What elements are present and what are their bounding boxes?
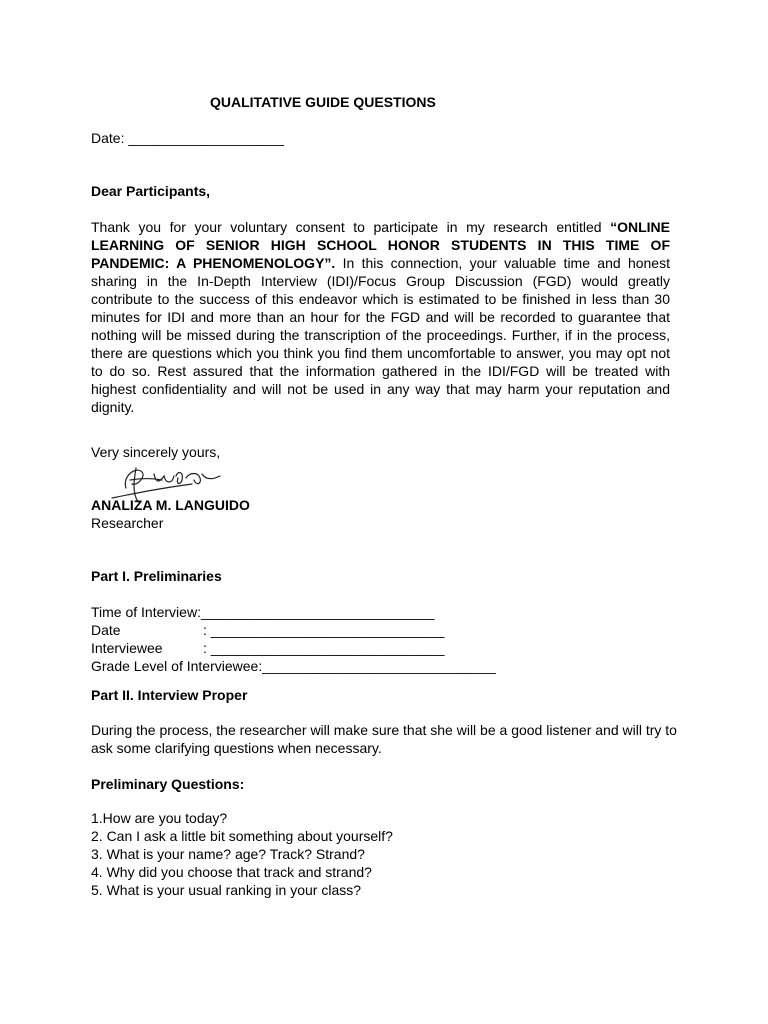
prelim-heading: Preliminary Questions: [91, 776, 245, 792]
list-item: 4. Why did you choose that track and strand? [91, 864, 372, 880]
research-title: “ONLINE LEARNING OF SENIOR HIGH SCHOOL HONOR STUDENTS IN THIS TIME OF PANDEMIC: A PHENOMENOLOGY”. [91, 219, 670, 271]
field-grade-level [91, 657, 496, 675]
intro-paragraph [91, 218, 670, 416]
closing-line: Very sincerely yours, [91, 444, 221, 460]
field-date [91, 621, 444, 639]
list-item: 5. What is your usual ranking in your class? [91, 882, 362, 898]
field-blank: : ______________________________ [203, 622, 445, 638]
list-item: 3. What is your name? age? Track? Strand? [91, 846, 365, 862]
field-blank: : ______________________________ [203, 640, 445, 656]
document-title: QUALITATIVE GUIDE QUESTIONS [210, 94, 436, 110]
field-interviewee [91, 639, 444, 657]
part2-heading: Part II. Interview Proper [91, 687, 248, 703]
field-blank: ______________________________ [262, 658, 496, 674]
question-list [91, 809, 393, 899]
date-line: Date: ____________________ [91, 130, 285, 146]
salutation: Dear Participants, [91, 183, 211, 199]
field-blank: ______________________________ [200, 604, 435, 620]
field-label: Grade Level of Interviewee: [91, 658, 263, 674]
field-label: Time of Interview: [91, 604, 201, 620]
part2-paragraph: During the process, the researcher will make sure that she will be a good listener and will try to ask some clarifying questions when necessary. [91, 722, 677, 756]
intro-rest: In this connection, your valuable time and honest sharing in the In-Depth Interview (IDI)/Focus Group Discussion (FGD) would greatly contribute to the success of this endeavor which is estimated to be finished in less than 30 minutes for IDI and more than an hour for the FGD and will be recorded to guarantee that nothing will be missed during the transcription of the proceedings. Further, if in the process, there are questions which you think you find them uncomfortable to answer, you may opt not to do so. Rest assured that the information gathered in the IDI/FGD will be treated with highest confidentiality and will not be used in any way that may harm your reputation and dignity. [91, 255, 670, 415]
list-item: 1.How are you today? [91, 810, 228, 826]
list-item: 2. Can I ask a little bit something about yourself? [91, 828, 393, 844]
researcher-role: Researcher [91, 515, 164, 531]
field-label: Date [91, 622, 121, 638]
intro-lead: Thank you for your voluntary consent to participate in my research entitled [91, 219, 611, 235]
field-label: Interviewee [91, 640, 163, 656]
researcher-name: ANALIZA M. LANGUIDO [91, 497, 250, 513]
part1-heading: Part I. Preliminaries [91, 568, 222, 584]
field-time-of-interview [91, 603, 435, 621]
